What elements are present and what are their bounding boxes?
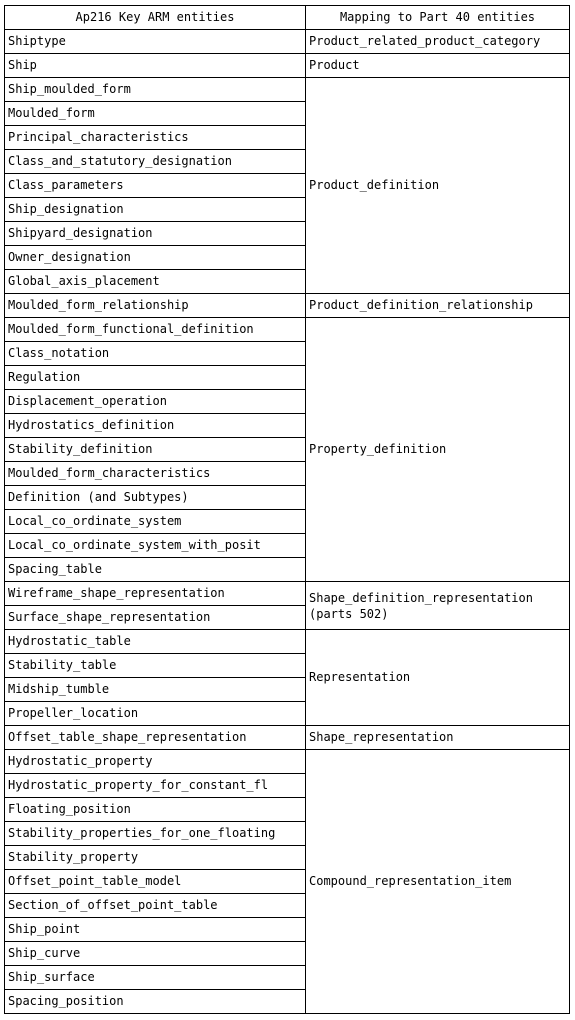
arm-entity-cell: Class_parameters [5, 174, 306, 198]
arm-entity-cell: Class_notation [5, 342, 306, 366]
table-row [5, 630, 570, 654]
arm-entity-cell: Hydrostatic_property [5, 750, 306, 774]
arm-entity-cell: Hydrostatics_definition [5, 414, 306, 438]
table-row [5, 78, 570, 102]
arm-entity-cell: Global_axis_placement [5, 270, 306, 294]
table-row [5, 294, 570, 318]
part40-mapping-cell: Product_definition [306, 78, 570, 294]
part40-mapping-cell: Shape_representation [306, 726, 570, 750]
arm-entity-cell: Moulded_form_characteristics [5, 462, 306, 486]
table-row [5, 726, 570, 750]
arm-entity-cell: Class_and_statutory_designation [5, 150, 306, 174]
arm-entity-cell: Ship_designation [5, 198, 306, 222]
arm-entity-cell: Spacing_position [5, 990, 306, 1014]
part40-mapping-cell: Representation [306, 630, 570, 726]
arm-entity-cell: Owner_designation [5, 246, 306, 270]
arm-entity-cell: Ship_moulded_form [5, 78, 306, 102]
arm-entity-cell: Ship_curve [5, 942, 306, 966]
arm-entity-cell: Ship [5, 54, 306, 78]
arm-entity-cell: Moulded_form [5, 102, 306, 126]
mapping-table [4, 5, 570, 1014]
arm-entity-cell: Hydrostatic_property_for_constant_fl [5, 774, 306, 798]
header-arm-entities: Ap216 Key ARM entities [5, 6, 306, 30]
mapping-table-container [4, 5, 570, 1014]
arm-entity-cell: Wireframe_shape_representation [5, 582, 306, 606]
arm-entity-cell: Propeller_location [5, 702, 306, 726]
header-row [5, 6, 570, 30]
arm-entity-cell: Shiptype [5, 30, 306, 54]
arm-entity-cell: Floating_position [5, 798, 306, 822]
part40-mapping-cell: Product [306, 54, 570, 78]
arm-entity-cell: Local_co_ordinate_system [5, 510, 306, 534]
arm-entity-cell: Moulded_form_functional_definition [5, 318, 306, 342]
arm-entity-cell: Stability_definition [5, 438, 306, 462]
arm-entity-cell: Ship_point [5, 918, 306, 942]
part40-mapping-cell: Shape_definition_representation (parts 502) [306, 582, 570, 630]
arm-entity-cell: Regulation [5, 366, 306, 390]
arm-entity-cell: Definition (and Subtypes) [5, 486, 306, 510]
arm-entity-cell: Midship_tumble [5, 678, 306, 702]
table-row [5, 54, 570, 78]
arm-entity-cell: Moulded_form_relationship [5, 294, 306, 318]
arm-entity-cell: Stability_table [5, 654, 306, 678]
table-row [5, 582, 570, 606]
part40-mapping-cell: Property_definition [306, 318, 570, 582]
arm-entity-cell: Offset_table_shape_representation [5, 726, 306, 750]
part40-mapping-cell: Product_related_product_category [306, 30, 570, 54]
arm-entity-cell: Hydrostatic_table [5, 630, 306, 654]
arm-entity-cell: Shipyard_designation [5, 222, 306, 246]
arm-entity-cell: Section_of_offset_point_table [5, 894, 306, 918]
arm-entity-cell: Offset_point_table_model [5, 870, 306, 894]
arm-entity-cell: Local_co_ordinate_system_with_posit [5, 534, 306, 558]
table-row [5, 318, 570, 342]
table-row [5, 750, 570, 774]
part40-mapping-cell: Product_definition_relationship [306, 294, 570, 318]
arm-entity-cell: Ship_surface [5, 966, 306, 990]
arm-entity-cell: Stability_properties_for_one_floating [5, 822, 306, 846]
header-part40-mapping: Mapping to Part 40 entities [306, 6, 570, 30]
arm-entity-cell: Principal_characteristics [5, 126, 306, 150]
arm-entity-cell: Spacing_table [5, 558, 306, 582]
arm-entity-cell: Surface_shape_representation [5, 606, 306, 630]
arm-entity-cell: Stability_property [5, 846, 306, 870]
part40-mapping-cell: Compound_representation_item [306, 750, 570, 1014]
table-body [5, 30, 570, 1014]
table-row [5, 30, 570, 54]
arm-entity-cell: Displacement_operation [5, 390, 306, 414]
